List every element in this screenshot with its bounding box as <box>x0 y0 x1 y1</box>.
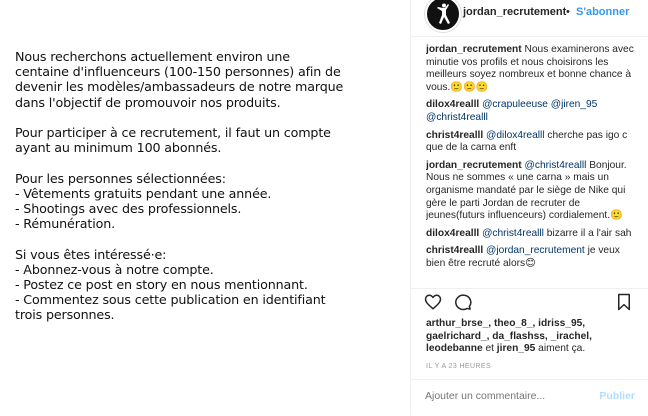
comment-icon[interactable] <box>454 293 472 311</box>
post-header <box>411 0 648 37</box>
bookmark-icon[interactable] <box>615 293 633 311</box>
header-separator: • <box>566 6 570 18</box>
comment-username[interactable]: jordan_recrutement <box>426 44 522 55</box>
comment-mention[interactable]: @christ4realll <box>482 227 544 239</box>
comment-username[interactable]: dilox4realll <box>426 227 480 239</box>
comment-text: cherche pas igo c que de la carna enft <box>426 129 628 154</box>
comment-item <box>426 160 638 223</box>
follow-button[interactable]: S'abonner <box>576 6 630 18</box>
post-paragraph-4: Si vous êtes intéressé·e: - Abonnez-vous à notre compte. - Postez ce post en story en nous mentionnant. - Commentez sous cette publication en identifiant trois personnes. <box>15 246 326 323</box>
post-text <box>15 49 403 338</box>
comment-text: Nous examinerons avec minutie vos profils et nous choisirons les meilleurs soyez nombreux et bonne chance à vous.🙂🙂🙂 <box>426 44 634 93</box>
post-side-panel <box>410 0 648 415</box>
comment-username[interactable]: christ4realll <box>426 245 484 257</box>
post-paragraph-2: Pour participer à ce recrutement, il faut un compte ayant au minimum 100 abonnés. <box>15 125 331 156</box>
likes-connector: et <box>485 343 494 354</box>
comment-input[interactable] <box>425 390 595 402</box>
jumpman-logo-icon <box>434 3 452 25</box>
comment-text: bizarre il a l'air sah <box>546 227 632 239</box>
publish-button[interactable]: Publier <box>599 390 635 402</box>
comment-username[interactable]: jordan_recrutement <box>426 159 522 171</box>
likes-suffix: aiment ça. <box>538 343 586 354</box>
comment-mention[interactable]: @jordan_recrutement <box>486 245 585 257</box>
comment-mention[interactable]: @crapuleeuse @jiren_95 @christ4realll <box>426 99 598 123</box>
heart-icon[interactable] <box>424 293 442 311</box>
comment-username[interactable]: dilox4realll <box>426 99 480 111</box>
comment-item <box>426 130 638 155</box>
post-paragraph-1: Nous recherchons actuellement environ une centaine d'influenceurs (100-150 personnes) afin de devenir les modèles/ambassadeurs de notre marque dans l'objectif de promouvoir nos produits. <box>15 49 344 110</box>
comment-username[interactable]: christ4realll <box>426 129 484 141</box>
post-paragraph-3: Pour les personnes sélectionnées: - Vêtements gratuits pendant une année. - Shootings avec des professionnels. - Rémunération. <box>15 170 272 232</box>
likes-names[interactable]: arthur_brse_, theo_8_, idriss_95, gaelrichard_, da_flashss, _irachel, leodebanne <box>426 318 592 354</box>
comment-item <box>426 228 638 241</box>
comment-item <box>426 99 638 124</box>
comment-item <box>426 245 638 270</box>
header-username[interactable]: jordan_recrutement <box>463 6 567 18</box>
comment-text: Bonjour. Nous ne sommes « une carna » mais un organisme mandaté par le siège de Nike qui gère le parti Jordan de recruter de jeunes(futurs influenceurs) cordialement.🙂 <box>426 159 627 222</box>
comment-item <box>426 44 638 94</box>
comments-list[interactable] <box>426 44 638 284</box>
likes-last-name[interactable]: jiren_95 <box>496 343 536 354</box>
action-bar <box>411 288 648 317</box>
avatar[interactable] <box>425 0 461 32</box>
comment-box <box>411 379 648 416</box>
comment-mention[interactable]: @dilox4realll <box>486 129 545 141</box>
comment-text: je veux bien être recruté alors😊 <box>426 245 620 269</box>
likes-summary <box>426 318 641 356</box>
comment-mention[interactable]: @christ4realll <box>524 159 587 171</box>
post-timestamp[interactable]: IL Y A 23 HEURES <box>426 363 492 370</box>
